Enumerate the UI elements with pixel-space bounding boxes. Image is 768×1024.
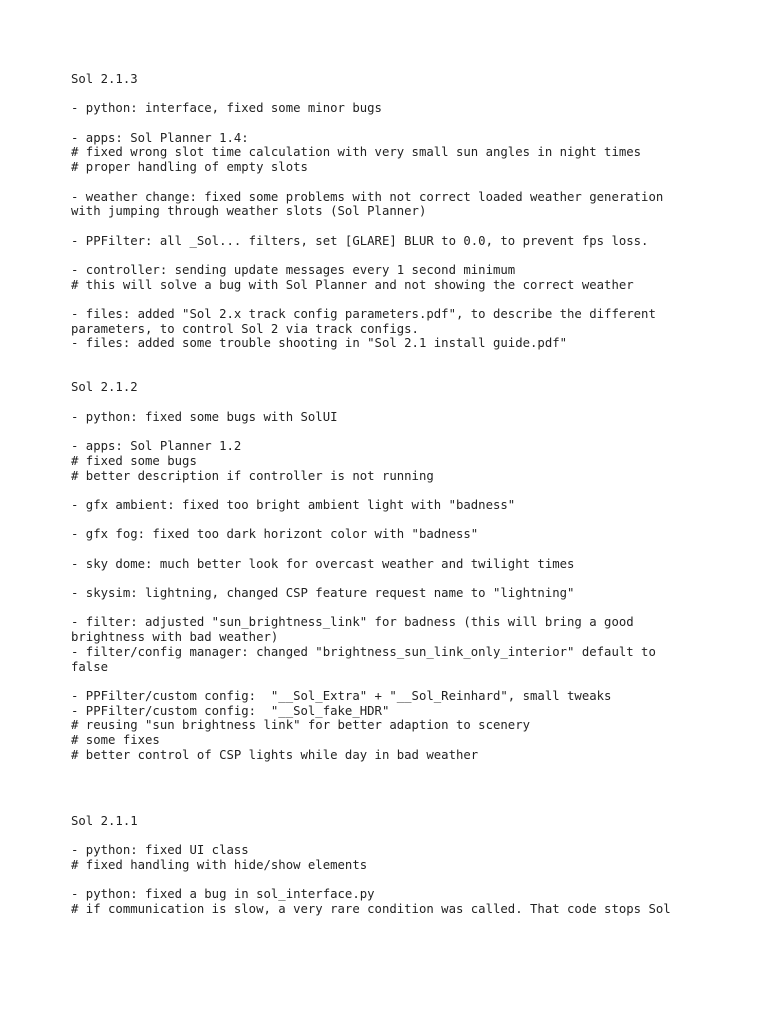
changelog-line: - PPFilter: all _Sol... filters, set [GLARE] BLUR to 0.0, to prevent fps loss.	[71, 233, 649, 248]
changelog-line: - files: added "Sol 2.x track config parameters.pdf", to describe the different	[71, 307, 656, 321]
changelog-line: - apps: Sol Planner 1.4:	[71, 130, 249, 145]
changelog-line: - PPFilter/custom config: "__Sol_Extra" + "__Sol_Reinhard", small tweaks	[71, 688, 612, 703]
section-heading: Sol 2.1.2	[71, 380, 138, 395]
changelog-line: - python: fixed UI class	[71, 843, 249, 858]
section-heading: Sol 2.1.1	[71, 813, 138, 828]
changelog-line: - controller: sending update messages every 1 second minimum	[71, 262, 516, 277]
changelog-line: - filter/config manager: changed "brightness_sun_link_only_interior" default to	[71, 644, 656, 659]
section-sol-2-1-1	[71, 814, 748, 917]
changelog-line: - filter: adjusted "sun_brightness_link" for badness (this will bring a good	[71, 615, 634, 630]
changelog-line: # reusing "sun brightness link" for better adaption to scenery	[71, 718, 531, 733]
changelog-line: - PPFilter/custom config: "__Sol_fake_HDR"	[71, 703, 390, 718]
changelog-line: - gfx ambient: fixed too bright ambient light with "badness"	[71, 497, 516, 512]
changelog-line: # some fixes	[71, 732, 160, 747]
changelog-line: - gfx fog: fixed too dark horizont color with "badness"	[71, 527, 479, 542]
changelog-line: - weather change: fixed some problems with not correct loaded weather generation	[71, 189, 664, 204]
changelog-line: with jumping through weather slots (Sol Planner)	[71, 204, 427, 219]
section-sol-2-1-3	[71, 72, 748, 351]
changelog-line: # fixed wrong slot time calculation with very small sun angles in night times	[71, 145, 642, 160]
changelog-line: # fixed handling with hide/show elements	[71, 857, 368, 872]
changelog-line: brightness with bad weather)	[71, 630, 279, 645]
changelog-line: parameters, to control Sol 2 via track configs.	[71, 321, 419, 336]
changelog-line: # better description if controller is not running	[71, 468, 434, 483]
changelog-line: # if communication is slow, a very rare condition was called. That code stops Sol	[71, 901, 671, 916]
changelog-line: - skysim: lightning, changed CSP feature request name to "lightning"	[71, 586, 575, 601]
changelog-document	[71, 72, 748, 917]
changelog-line: - python: interface, fixed some minor bugs	[71, 101, 382, 116]
section-sol-2-1-2	[71, 380, 748, 762]
changelog-line: - sky dome: much better look for overcast weather and twilight times	[71, 556, 575, 571]
changelog-line: # fixed some bugs	[71, 453, 197, 468]
changelog-line: # proper handling of empty slots	[71, 160, 308, 175]
section-heading: Sol 2.1.3	[71, 72, 138, 86]
changelog-line: - files: added some trouble shooting in "Sol 2.1 install guide.pdf"	[71, 336, 568, 351]
changelog-line: # this will solve a bug with Sol Planner and not showing the correct weather	[71, 277, 634, 292]
changelog-line: - apps: Sol Planner 1.2	[71, 439, 242, 454]
changelog-line: - python: fixed some bugs with SolUI	[71, 409, 338, 424]
changelog-line: false	[71, 659, 109, 674]
changelog-line: - python: fixed a bug in sol_interface.py	[71, 887, 375, 902]
changelog-line: # better control of CSP lights while day in bad weather	[71, 747, 479, 762]
